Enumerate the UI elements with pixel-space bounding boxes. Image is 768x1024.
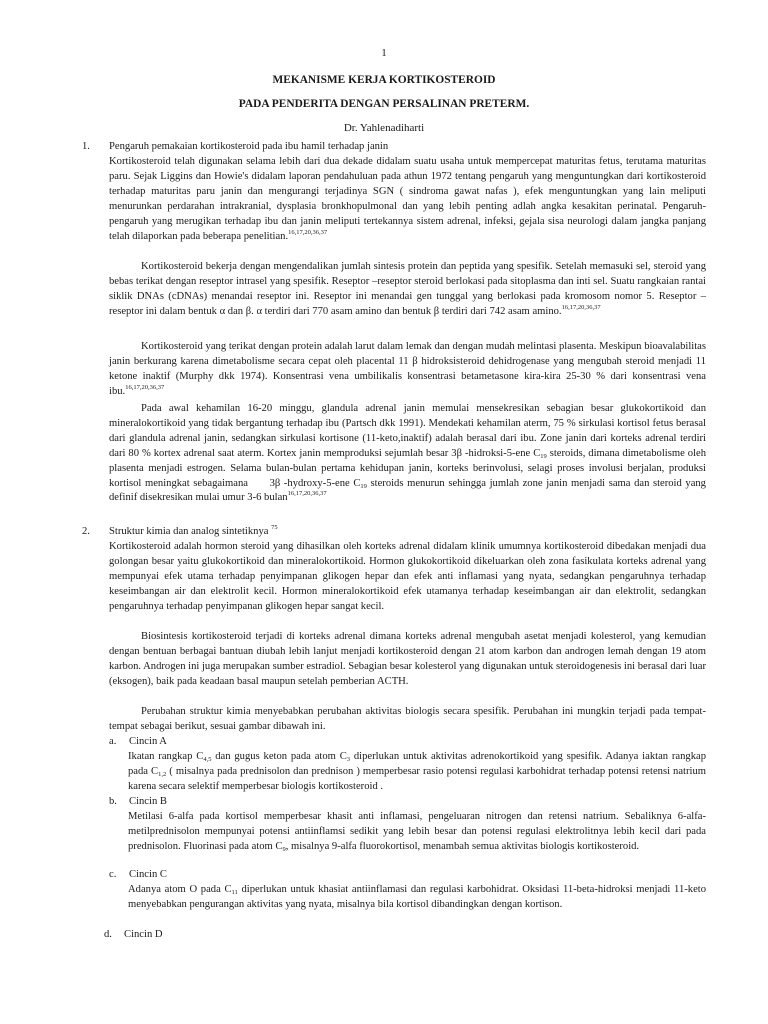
cincin-b-text: Metilasi 6-alfa pada kortisol memperbesar khasit anti inflamasi, pengeluaran nitrogen dan retensi natrium. Sebaliknya 6-alfa-metilprednisolon mempunyai potensi antiinflamsi sedikit yang lebih besar dan potensi regulasi elektrolitnya lebih kecil dari pada prednisolon. Fluorinasi pada atom $C_9$, misalnya 9-alfa fluorokortisol, menambah semua aktivitas biologis kortikosteroid. xyxy=(128,811,706,853)
document-page: 1 MEKANISME KERJA KORTIKOSTEROID PADA PENDERITA DENGAN PERSALINAN PRETERM. Dr. Yahlenadiharti 1. Pengaruh pemakaian kortikosteroid pada ibu hamil terhadap janin Kortikosteroid telah digunakan selama lebih dari dua dekade didalam suatu usaha untuk mempercepat maturitas fetus, terutama maturitas paru. Sejak Liggins dan Howie's didalam laporan pendahuluan pada athun 1972 tentang pengaruh yang menguntungkan dari kortikosteroid terhadap maturitas paru janin dan mengurangi terjadinya SGN ( sindroma gawat nafas ), efek menguntungkan yang lain meliputi menurunkan perdarahan intrakranial, dysplasia bronkhopulmonal dan yang lebih penting adlah angka kesakitan perinatal. Pengaruh-pengaruh yang merugikan terhadap ibu dan janin meliputi tertekannya sistem adrenal, infeksi, gejala sisa neurologi dalam jangka panjang telah dilaporkan pada beberapa penelitian.$^{16,17,20,36,37}$ Kortikosteroid bekerja dengan mengendalikan jumlah sintesis protein dan peptida yang spesifik. Setelah memasuki sel, steroid yang bebas terikat dengan reseptor intrasel yang spesifik. Reseptor –reseptor steroid berlokasi pada sitoplasma dan inti sel. Suatu rangkaian rantai siklik DNAs (cDNAs) menandai reseptor ini. Reseptor ini menandai gen tunggal yang berlokasi pada kromosom nomor 5. Reseptor – reseptor ini dalam bentuk α dan β. α terdiri dari 770 asam amino dan bentuk β terdiri dari 742 asam amino.$^{16,17,20,36,37}$ Kortikosteroid yang terikat dengan protein adalah larut dalam lemak dan dengan mudah melintasi plasenta. Meskipun bioavalabilitas janin berkurang karena dimetabolisme secara cepat oleh placental 11 β hidroksisteroid dehidrogenase yang mengubah steroid menjadi 11 ketone inaktif (Murphy dkk 1974). Konsentrasi vena umbilikalis konsentrasi betametasone kira-kira 25-30 % dari konsentrasi vena ibu.$^{16,17,20,36,37}$ Pada awal kehamilan 16-20 minggu, glandula adrenal janin memulai mensekresikan sebagian besar glukokortikoid dan mineralokortikoid yang tidak bergantung terhadap ibu (Partsch dkk 1991). Mendekati kehamilan aterm, 75 % sirkulasi kortisol fetus berasal dari glandula adrenal janin, sedangkan sirkulasi kortisone (11-keto,inaktif) adalah berasal dari ibu. Zone janin dari korteks adrenal terdiri dari 80 % kortex adrenal saat aterm. Kortex janin memproduksi sejumlah besar 3β -hidroksi-5-ene $C_{19}$ steroids, dimana dimetabolisme oleh plasenta menjadi estrogen. Selama bulan-bulan pertama kehidupan janin, korteks berinvolusi, selagi proses involusi berjalan, produksi kortisol meningkat sebagaimana 3β -hydroxy-5-ene $C_{19}$ steroids menurun sehingga jumlah zone janin menjadi sama dan steroid yang definif disekresikan mulai umur 3-6 bulan$^{16,17,20,36,37}$ 2. Struktur kimia dan analog sintetiknya $^{75}$ Kortikosteroid adalah hormon steroid yang dihasilkan oleh korteks adrenal didalam klinik umumnya kortikosteroid dibedakan menjadi dua golongan besar yaitu glukokortikoid dan mineralokortikoid. Hormon glukokortikoid dikeluarkan oleh zona fasikulata korteks adrenal yang mempunyai efek utama terhadap penyimpanan glikogen hepar dan efek anti inflamasi yang nyata, sedangkan pengaruhnya terhadap keseimbangan air dan elektrolit kecil. Hormon mineralokortikoid efek utamanya terhadap keseimbangan air dan elektrolit, sedangkan pengaruhnya terhadap penyimpanan glikogen hepar sangat kecil. Biosintesis kortikosteroid terjadi di korteks adrenal dimana korteks adrenal mengubah asetat menjadi kolesterol, yang kemudian dengan bentuan berbagai bantuan diubah lebih lanjut menjadi kortikosteroid dengan 21 atom karbon dan androgen lemah dengan 19 atom karbon. Androgen ini juga merupakan sumber estradiol. Sebagian besar kolesterol yang digunakan untuk steroidogenesis ini berasal dari luar (eksogen), baik pada keadaan basal maupun setelah pemberian ACTH. Perubahan struktur kimia menyebabkan perubahan aktivitas biologis secara spesifik. Perubahan ini mungkin terjadi pada tempat-tempat sebagai berikut, sesuai gambar dibawah ini. a. Cincin A Ikatan rangkap $C_{4,5}$ dan gugus keton pada atom $C_3$ diperlukan untuk aktivitas adrenokortikoid yang spesifik. Adanya iaktan rangkap pada $C_{1,2}$ ( misalnya pada prednisolon dan prednison ) memperbesar rasio potensi regulasi karbohidrat terhadap potensi retensi natrium karena secara selektif memperbesar biologis kortikosteroid . b. Cincin B Metilasi 6-alfa pada kortisol memperbesar khasit anti inflamasi, pengeluaran nitrogen dan retensi natrium. Sebaliknya 6-alfa-metilprednisolon mempunyai potensi antiinflamsi sedikit yang lebih besar dan potensi regulasi elektrolitnya lebih kecil dari pada prednisolon. Fluorinasi pada atom $C_9$, misalnya 9-alfa fluorokortisol, menambah semua aktivitas biologis kortikosteroid. c. Cincin C Adanya atom O pada $C_{11}$ diperlukan untuk khasiat antiinflamasi dan regulasi karbohidrat. Oksidasi 11-beta-hidroksi menjadi 11-keto menyebabkan pengurangan aktivitas yang nyata, misalnya bila kortisol dibandingkan dengan kortison. d. Cincin D xyxy=(0,0,768,1024)
citation: 16,17,20,36,37 xyxy=(288,228,328,236)
citation: 16,17,20,36,37 xyxy=(561,303,601,311)
title-line-2: PADA PENDERITA DENGAN PERSALINAN PRETERM. xyxy=(238,98,530,110)
cincin-a-text: Ikatan rangkap $C_{4,5}$ dan gugus keton pada atom $C_3$ diperlukan untuk aktivitas adrenokortikoid yang spesifik. Adanya iaktan rangkap pada $C_{1,2}$ ( misalnya pada prednisolon dan prednison ) memperbesar rasio potensi regulasi karbohidrat terhadap potensi retensi natrium karena secara selektif memperbesar biologis kortikosteroid . xyxy=(128,751,707,792)
title-line-1: MEKANISME KERJA KORTIKOSTEROID xyxy=(272,74,496,86)
section-2-paragraph-3: Perubahan struktur kimia menyebabkan perubahan aktivitas biologis secara spesifik. Perubahan ini mungkin terjadi pada tempat-tempat sebagai berikut, sesuai gambar dibawah ini. xyxy=(109,706,706,732)
cincin-c-text: Adanya atom O pada $C_{11}$ diperlukan untuk khasiat antiinflamasi dan regulasi karbohidrat. Oksidasi 11-beta-hidroksi menjadi 11-keto menyebabkan pengurangan aktivitas yang nyata, misalnya bila kortisol dibandingkan dengan kortison. xyxy=(128,884,707,910)
section-1-paragraph-3: Kortikosteroid yang terikat dengan protein adalah larut dalam lemak dan dengan mudah melintasi plasenta. Meskipun bioavalabilitas janin berkurang karena dimetabolisme secara cepat oleh placental 11 β hidroksisteroid dehidrogenase yang mengubah steroid menjadi 11 ketone inaktif (Murphy dkk 1974). Konsentrasi vena umbilikalis konsentrasi betametasone kira-kira 25-30 % dari konsentrasi vena ibu.$^{16,17,20,36,37}$ xyxy=(109,341,706,397)
author: Dr. Yahlenadiharti xyxy=(343,122,425,134)
section-2-heading: Struktur kimia dan analog sintetiknya $^{75}$ xyxy=(109,524,278,537)
section-1-paragraph-1: Kortikosteroid telah digunakan selama lebih dari dua dekade didalam suatu usaha untuk mempercepat maturitas fetus, terutama maturitas paru. Sejak Liggins dan Howie's didalam laporan pendahuluan pada athun 1972 tentang pengaruh yang menguntungkan dari kortikosteroid terhadap maturitas paru janin dan mengurangi terjadinya SGN ( sindroma gawat nafas ), efek menguntungkan yang lain meliputi menurunkan perdarahan intrakranial, dysplasia bronkhopulmonal dan yang lebih penting adlah angka kesakitan perinatal. Pengaruh-pengaruh yang merugikan terhadap ibu dan janin meliputi tertekannya sistem adrenal, infeksi, gejala sisa neurologi dalam jangka panjang telah dilaporkan pada beberapa penelitian.$^{16,17,20,36,37}$ xyxy=(109,156,706,242)
citation: 16,17,20,36,37 xyxy=(125,383,165,391)
section-2-paragraph-1: Kortikosteroid adalah hormon steroid yang dihasilkan oleh korteks adrenal didalam klinik umumnya kortikosteroid dibedakan menjadi dua golongan besar yaitu glukokortikoid dan mineralokortikoid. Hormon glukokortikoid dikeluarkan oleh zona fasikulata korteks adrenal yang mempunyai efek utama terhadap penyimpanan glikogen hepar dan efek anti inflamasi yang nyata, sedangkan pengaruhnya terhadap keseimbangan air dan elektrolit kecil. Hormon mineralokortikoid efek utamanya terhadap keseimbangan air dan elektrolit, sedangkan pengaruhnya terhadap penyimpanan glikogen hepar sangat kecil. xyxy=(109,541,706,612)
section-2-paragraph-2: Biosintesis kortikosteroid terjadi di korteks adrenal dimana korteks adrenal mengubah asetat menjadi kolesterol, yang kemudian dengan bentuan berbagai bantuan diubah lebih lanjut menjadi kortikosteroid dengan 21 atom karbon dan androgen lemah dengan 19 atom karbon. Androgen ini juga merupakan sumber estradiol. Sebagian besar kolesterol yang digunakan untuk steroidogenesis ini berasal dari luar (eksogen), baik pada keadaan basal maupun setelah pemberian ACTH. xyxy=(109,631,706,687)
section-1-paragraph-4: Pada awal kehamilan 16-20 minggu, glandula adrenal janin memulai mensekresikan sebagian besar glukokortikoid dan mineralokortikoid yang tidak bergantung terhadap ibu (Partsch dkk 1991). Mendekati kehamilan aterm, 75 % sirkulasi kortisol fetus berasal dari glandula adrenal janin, sedangkan sirkulasi kortisone (11-keto,inaktif) adalah berasal dari ibu. Zone janin dari korteks adrenal terdiri dari 80 % kortex adrenal saat aterm. Kortex janin memproduksi sejumlah besar 3β -hidroksi-5-ene $C_{19}$ steroids, dimana dimetabolisme oleh plasenta menjadi estrogen. Selama bulan-bulan pertama kehidupan janin, korteks berinvolusi, selagi proses involusi berjalan, produksi kortisol meningkat sebagaimana 3β -hydroxy-5-ene $C_{19}$ steroids menurun sehingga jumlah zone janin menjadi sama dan steroid yang definif disekresikan mulai umur 3-6 bulan$^{16,17,20,36,37}$ xyxy=(109,403,707,504)
section-1-heading: Pengaruh pemakaian kortikosteroid pada ibu hamil terhadap janin xyxy=(109,141,389,152)
citation: 75 xyxy=(271,524,278,531)
section-1-paragraph-2: Kortikosteroid bekerja dengan mengendalikan jumlah sintesis protein dan peptida yang spesifik. Setelah memasuki sel, steroid yang bebas terikat dengan reseptor intrasel yang spesifik. Reseptor –reseptor steroid berlokasi pada sitoplasma dan inti sel. Suatu rangkaian rantai siklik DNAs (cDNAs) menandai reseptor ini. Reseptor ini menandai gen tunggal yang berlokasi pada kromosom nomor 5. Reseptor – reseptor ini dalam bentuk α dan β. α terdiri dari 770 asam amino dan bentuk β terdiri dari 742 asam amino.$^{16,17,20,36,37}$ xyxy=(109,261,706,317)
citation: 16,17,20,36,37 xyxy=(287,490,327,498)
section-1-number: 1. xyxy=(82,141,90,152)
page-number: 1 xyxy=(381,47,387,59)
section-2-number: 2. xyxy=(82,526,90,537)
